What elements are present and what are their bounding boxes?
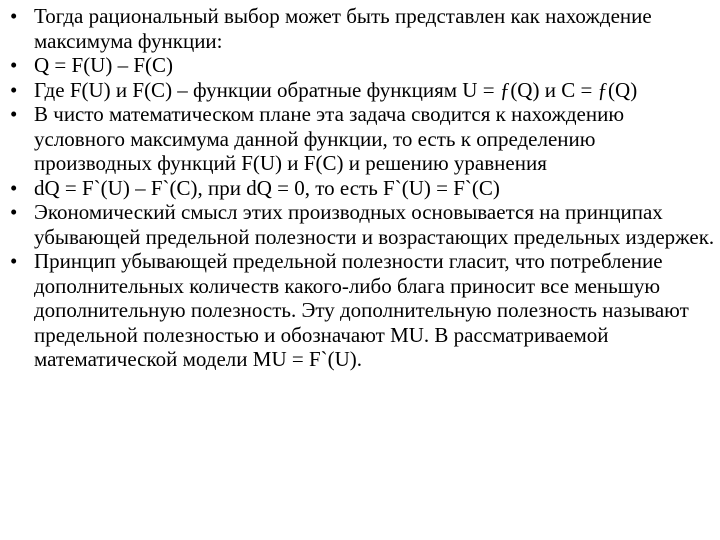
bullet-text: В чисто математическом плане эта задача сводится к нахождению условного максимума данной функции, то есть к определению производных функций F(U) и F(C) и решению уравнения	[34, 102, 625, 175]
bullet-text: Где F(U) и F(C) – функции обратные функциям U = ƒ(Q) и C = ƒ(Q)	[34, 77, 638, 102]
bullet-icon: •	[10, 175, 18, 200]
bullet-icon: •	[10, 249, 18, 273]
list-item	[10, 249, 715, 372]
bullet-list	[10, 4, 715, 372]
bullet-text: Экономический смысл этих производных основывается на принципах убывающей предельной полезности и возрастающих предельных издержек.	[34, 200, 715, 249]
bullet-icon: •	[10, 200, 18, 224]
bullet-text: Принцип убывающей предельной полезности гласит, что потребление дополнительных количеств какого-либо блага приносит все меньшую дополнительную полезность. Эту дополнительную полезность называют предельной полезностью и обозначают MU. В рассматриваемой математической модели MU = F`(U).	[34, 249, 689, 371]
list-item	[10, 176, 715, 201]
list-item	[10, 4, 715, 53]
bullet-icon: •	[10, 53, 18, 77]
bullet-text: dQ = F`(U) – F`(C), при dQ = 0, то есть F`(U) = F`(C)	[34, 175, 500, 200]
bullet-text: Q = F(U) – F(C)	[34, 53, 174, 77]
list-item	[10, 200, 715, 249]
list-item	[10, 53, 715, 78]
bullet-text: Тогда рациональный выбор может быть представлен как нахождение максимума функции:	[34, 4, 652, 53]
bullet-icon: •	[10, 102, 18, 126]
bullet-icon: •	[10, 4, 18, 28]
list-item	[10, 102, 715, 176]
bullet-icon: •	[10, 77, 18, 102]
list-item	[10, 78, 715, 103]
